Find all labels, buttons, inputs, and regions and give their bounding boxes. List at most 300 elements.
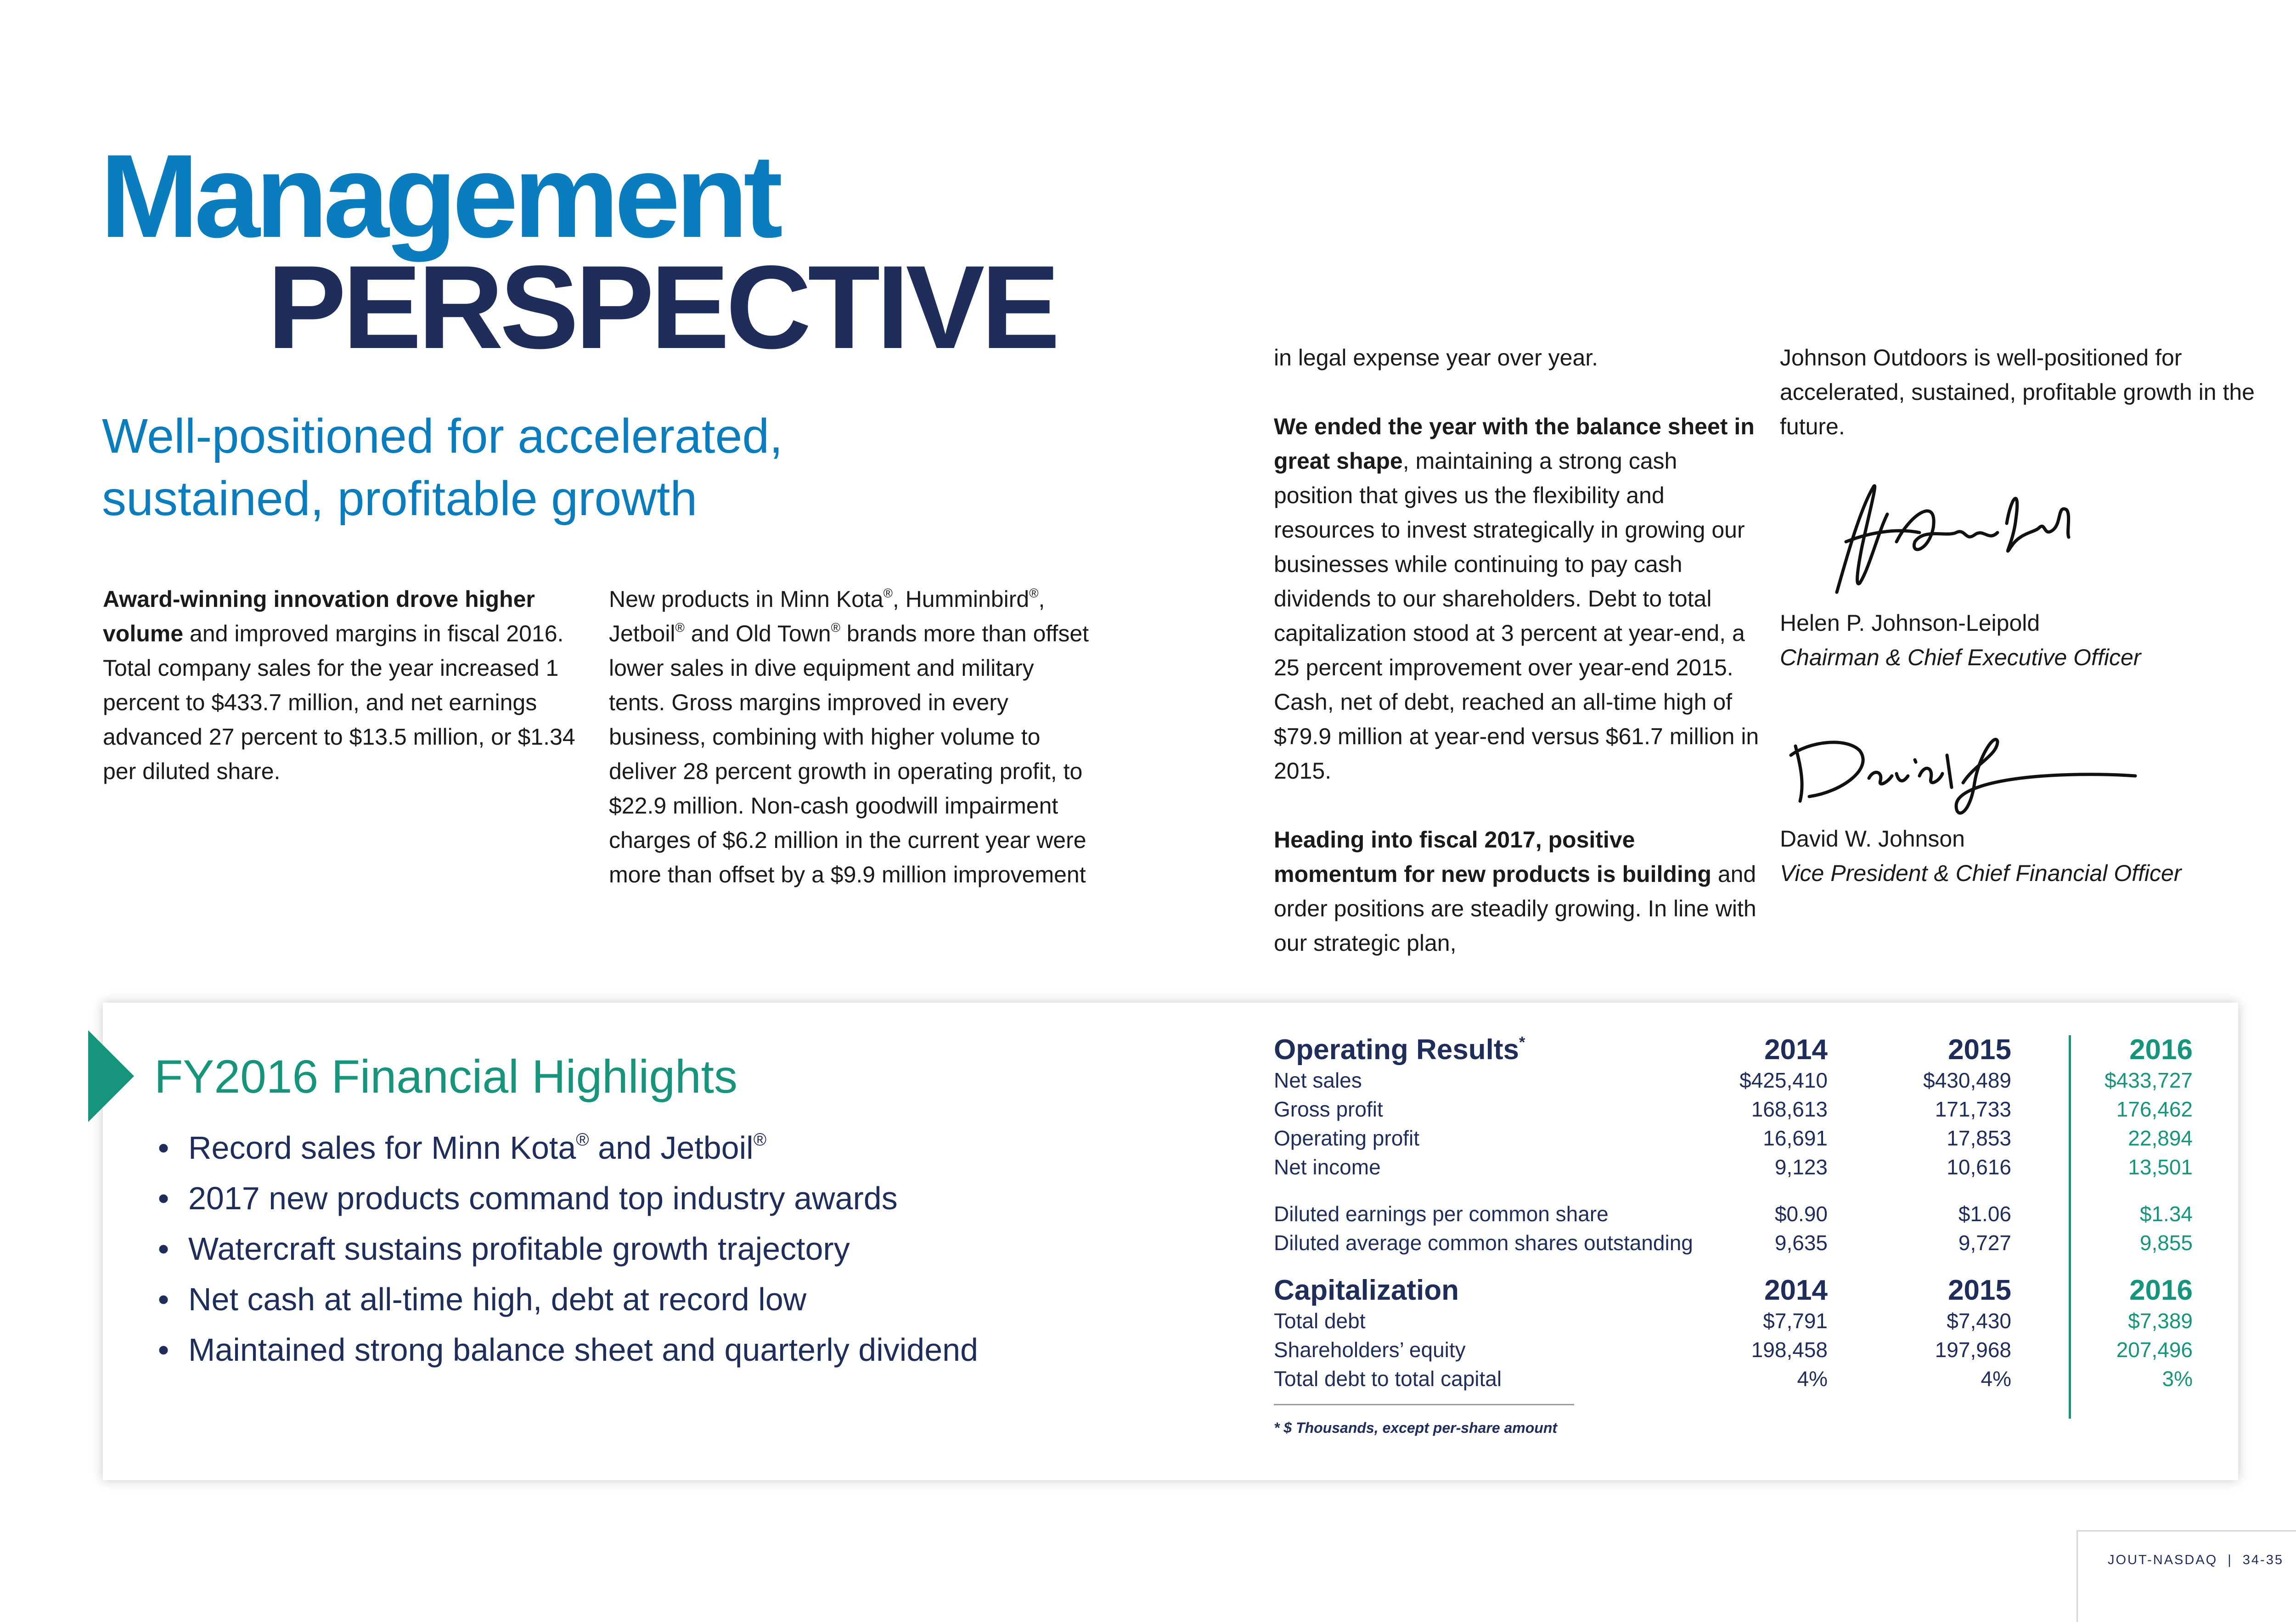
letter-p2-text: than	[982, 621, 1027, 646]
letter-p4-bold	[1397, 861, 1404, 887]
signatory-title: Vice President & Chief Financial Officer	[1780, 860, 2182, 886]
letter-p1-text	[343, 724, 349, 750]
letter-p3-text: shareholders.	[1442, 586, 1581, 612]
letter-p3-text: year-end	[1435, 724, 1525, 749]
letter-p1-text	[317, 724, 324, 750]
letter-p3-bold	[1476, 414, 1483, 439]
letter-p4-bold	[1590, 861, 1597, 887]
letter-p1-text	[344, 655, 350, 681]
letter-p2-text: Minn	[780, 586, 830, 612]
letter-p3-text: our	[1402, 586, 1436, 612]
letter-p3-text: improvement	[1389, 655, 1522, 680]
letter-p3-text: at	[1409, 724, 1429, 749]
letter-p3-text	[1705, 517, 1711, 543]
letter-p1-text: share.	[216, 758, 281, 784]
letter-p2-text: New	[609, 586, 655, 612]
letter-p3-text: versus	[1531, 724, 1599, 749]
letter-p3-bold: We	[1274, 414, 1308, 439]
letter-p3-bold	[1728, 414, 1734, 439]
letter-p2-text	[724, 655, 730, 681]
cell-value-current: 3%	[2162, 1367, 2193, 1391]
letter-p2-text: $22.9	[609, 793, 667, 819]
letter-p3-text: percent	[1520, 620, 1597, 646]
letter-p3-text: at	[1603, 620, 1622, 646]
row-label: Diluted average common shares outstanding	[1274, 1231, 1693, 1255]
letter-column-3	[1274, 341, 1761, 960]
letter-p2-text: offset	[1033, 621, 1089, 646]
letter-p3-text: strong	[1558, 448, 1622, 474]
letter-p1-text	[512, 724, 518, 750]
letter-p3-bold	[1330, 448, 1336, 474]
letter-p3-text	[1436, 586, 1442, 612]
letter-p2-text: in	[755, 586, 774, 612]
letter-p3-text	[1576, 689, 1583, 715]
letter-p1-text: percent	[241, 724, 318, 750]
letter-p2-text	[749, 586, 756, 612]
letter-p1-text	[433, 655, 440, 681]
letter-p2-text: of	[697, 827, 716, 853]
letter-p1-text: Total	[103, 655, 152, 681]
letter-p1-text: 27	[208, 724, 235, 750]
letter-p1-text	[234, 724, 241, 750]
row-label: Net sales	[1274, 1068, 1362, 1092]
letter-p2-text	[840, 621, 847, 646]
year-header: 2014	[1764, 1274, 1828, 1306]
bullet: •	[158, 1281, 169, 1317]
letter-p3-text	[1382, 655, 1389, 680]
row-label: Diluted earnings per common share	[1274, 1202, 1609, 1226]
cell-value: 4%	[1797, 1367, 1828, 1391]
letter-p4-bold	[1542, 827, 1548, 853]
letter-p3-text: over	[1528, 655, 1573, 680]
letter-p3-text	[1584, 551, 1591, 577]
letter-p1-text	[228, 621, 234, 646]
cell-value: 16,691	[1763, 1126, 1828, 1150]
letter-p1-text: per	[103, 758, 136, 784]
letter-p2-text	[729, 621, 736, 646]
cell-value-current: 176,462	[2116, 1097, 2193, 1121]
letter-p2-text: in	[1274, 345, 1292, 370]
letter-p3-text: million	[1338, 724, 1403, 749]
subtitle-line2: sustained, profitable growth	[102, 471, 698, 526]
operating-results-title-text: Operating Results	[1274, 1034, 1519, 1066]
letter-column-2-text	[609, 582, 1091, 892]
letter-p1-text: for	[317, 655, 344, 681]
letter-p4-text: with	[1715, 896, 1756, 921]
letter-p4-bold: new	[1441, 861, 1486, 887]
letter-p2-text: goodwill	[855, 793, 939, 819]
letter-p1-text	[210, 758, 217, 784]
letter-p4-bold	[1435, 861, 1441, 887]
highlight-item	[154, 1122, 978, 1173]
row-label: Gross profit	[1274, 1097, 1383, 1121]
letter-column-1-text	[103, 582, 585, 789]
letter-p2-text	[661, 862, 668, 887]
letter-paragraph	[1274, 823, 1761, 960]
letter-p3-text	[1627, 551, 1634, 577]
letter-p2-text	[864, 724, 871, 750]
letter-p2-text: lower	[609, 655, 664, 681]
letter-p3-bold: shape	[1336, 448, 1403, 474]
year-header: 2014	[1764, 1034, 1828, 1066]
page-title-line1: Management	[100, 129, 778, 262]
letter-p1-bold	[389, 586, 396, 612]
letter-p3-text	[1396, 586, 1403, 612]
letter-p4-bold	[1486, 861, 1492, 887]
letter-p3-text	[1597, 620, 1603, 646]
letter-p1-text: advanced	[103, 724, 203, 750]
registered-mark: ®	[576, 1130, 589, 1150]
letter-p2-text: operating	[897, 758, 993, 784]
letter-p3-text	[1300, 655, 1306, 680]
letter-p3-text: while	[1395, 551, 1448, 577]
page-footer	[2108, 1553, 2284, 1568]
cell-value: $7,791	[1763, 1309, 1828, 1333]
highlights-list	[154, 1122, 978, 1375]
letter-p1-text: $1.34	[518, 724, 575, 750]
letter-p2-text: volume	[940, 724, 1015, 750]
cell-value-current: $7,389	[2128, 1309, 2193, 1333]
letter-p4-text: order	[1274, 896, 1328, 921]
letter-p2-text: Humminbird	[905, 586, 1030, 612]
letter-p2-text: $9.9	[830, 862, 876, 887]
letter-p4-bold	[1616, 861, 1622, 887]
letter-p3-text: strategically	[1473, 517, 1594, 543]
letter-p2-text	[706, 724, 712, 750]
letter-p3-text: in	[1600, 517, 1619, 543]
cell-value-current: 9,855	[2139, 1231, 2193, 1255]
letter-p2-text: deliver	[609, 758, 677, 784]
letter-p1-bold: higher	[465, 586, 535, 612]
highlight-item	[154, 1325, 978, 1375]
letter-p3-text	[1514, 620, 1520, 646]
letter-p3-bold: ended	[1314, 414, 1382, 439]
year-header: 2015	[1948, 1274, 2011, 1306]
letter-p2-text	[709, 758, 715, 784]
letter-p1-text	[152, 655, 158, 681]
letter-p3-text	[1662, 586, 1668, 612]
highlight-text: Watercraft sustains profitable growth trajectory	[188, 1231, 850, 1267]
letter-p3-text: resources	[1274, 517, 1375, 543]
letter-p3-text: high	[1663, 689, 1707, 715]
letter-p2-text	[899, 586, 906, 612]
letter-p3-text: us	[1464, 483, 1489, 508]
letter-p2-text	[1015, 724, 1021, 750]
letter-p2-text: offset	[719, 862, 775, 887]
letter-p3-bold: sheet	[1667, 414, 1728, 439]
letter-p1-text	[360, 690, 366, 715]
letter-p2-text	[716, 827, 723, 853]
letter-p2-text: every	[952, 690, 1008, 715]
letter-column-1	[103, 582, 585, 789]
letter-p3-text	[1581, 586, 1588, 612]
letter-paragraph-continued	[1274, 341, 1761, 375]
letter-paragraph	[609, 582, 1091, 892]
letter-p1-text	[281, 690, 288, 715]
letter-p2-text: than	[667, 862, 713, 887]
signatory-title: Chairman & Chief Executive Officer	[1780, 645, 2141, 670]
letter-p4-text: are	[1430, 896, 1464, 921]
letter-p4-bold	[1478, 827, 1485, 853]
letter-p2-text	[979, 827, 985, 853]
letter-p3-text	[1447, 551, 1454, 577]
letter-p2-text: to	[1021, 724, 1041, 750]
letter-p3-text: total	[1668, 586, 1712, 612]
letter-p1-text: to	[186, 690, 205, 715]
letter-p2-text: Old	[736, 621, 771, 646]
cell-value-current: $1.34	[2139, 1202, 2193, 1226]
highlight-text: 2017 new products command top industry awards	[188, 1180, 898, 1216]
operating-results-title	[1274, 1033, 1525, 1066]
letter-p2-text: in	[928, 690, 946, 715]
letter-p3-text: 25	[1274, 655, 1300, 680]
letter-p2-text	[1057, 758, 1064, 784]
letter-p2-text: military	[961, 655, 1034, 681]
letter-p2-text: million.	[673, 793, 744, 819]
letter-p3-text	[1334, 689, 1340, 715]
letter-p2-text	[917, 621, 923, 646]
letter-p3-text: to	[1564, 551, 1584, 577]
letter-closing-paragraph: Johnson Outdoors is well-positioned for accelerated, sustained, profitable growth in the future.	[1780, 345, 2255, 439]
letter-p3-text: million	[1669, 724, 1735, 749]
letter-p1-text: earnings	[449, 690, 537, 715]
letter-p4-text	[1642, 896, 1648, 921]
letter-p2-text: profit,	[999, 758, 1057, 784]
letter-p2-text: Jetboil	[609, 621, 675, 646]
letter-p2-text: year	[1446, 345, 1491, 370]
page-footer-box	[2077, 1530, 2296, 1622]
letter-p2-text: tents.	[609, 690, 665, 715]
letter-p2-text	[1030, 827, 1036, 853]
letter-p1-text: percent	[103, 690, 180, 715]
letter-p2-text: ,	[1038, 586, 1045, 612]
letter-p2-text: dive	[754, 655, 797, 681]
letter-p2-text	[748, 655, 754, 681]
letter-p2-text	[1292, 345, 1298, 370]
letter-p3-text	[1636, 586, 1643, 612]
letter-p3-text	[1521, 655, 1528, 680]
letter-p4-text: steadily	[1470, 896, 1548, 921]
letter-p2-text	[875, 862, 882, 887]
letter-p3-bold: great	[1274, 448, 1330, 474]
letter-p4-bold: 2017,	[1484, 827, 1542, 853]
letter-p3-text	[1594, 517, 1601, 543]
signatory-name: David W. Johnson	[1780, 826, 1965, 852]
letter-p2-text	[934, 724, 941, 750]
footer-separator: |	[2228, 1553, 2233, 1567]
letter-p3-text	[1400, 517, 1407, 543]
letter-p4-text: plan,	[1407, 930, 1457, 956]
row-label: Shareholders’ equity	[1274, 1338, 1466, 1362]
letter-p3-text	[1706, 689, 1713, 715]
letter-p3-text	[1552, 448, 1559, 474]
letter-p3-text	[1371, 586, 1377, 612]
letter-p2-text	[901, 827, 908, 853]
letter-p2-text: margins	[739, 690, 821, 715]
letter-p3-text	[1734, 724, 1741, 749]
letter-p3-text	[1533, 448, 1539, 474]
letter-p3-text: pay	[1590, 551, 1628, 577]
letter-p2-text: to	[1063, 758, 1083, 784]
letter-p4-text	[1548, 896, 1555, 921]
letter-p1-text	[404, 690, 411, 715]
letter-p3-text: growing	[1625, 517, 1705, 543]
letter-p1-bold: innovation	[273, 586, 390, 612]
letter-p2-text	[797, 655, 803, 681]
letter-p2-text	[838, 827, 845, 853]
current-year-divider	[2069, 1035, 2071, 1419]
letter-p3-text	[1375, 517, 1381, 543]
letter-p3-text	[1618, 517, 1625, 543]
letter-p2-text: higher	[870, 724, 934, 750]
letter-p2-text	[655, 586, 661, 612]
letter-p3-text	[1525, 724, 1532, 749]
letter-p2-text: were	[1036, 827, 1086, 853]
letter-p2-text: in	[730, 655, 748, 681]
letter-p2-text: Non-cash	[750, 793, 849, 819]
letter-p1-text: million,	[413, 724, 485, 750]
letter-p2-text	[774, 862, 781, 887]
letter-p2-text	[817, 724, 823, 750]
letter-p3-text: a	[1539, 448, 1552, 474]
row-label: Operating profit	[1274, 1126, 1420, 1150]
cell-value: $0.90	[1774, 1202, 1828, 1226]
row-label: Net income	[1274, 1155, 1381, 1179]
letter-p1-bold	[458, 586, 465, 612]
bullet: •	[158, 1231, 169, 1267]
letter-p4-bold	[1413, 827, 1419, 853]
letter-p2-text	[665, 690, 671, 715]
letter-p1-text	[443, 690, 449, 715]
letter-p4-text: and	[1717, 861, 1756, 887]
cell-value: 168,613	[1751, 1097, 1828, 1121]
letter-p4-bold	[1364, 827, 1371, 853]
letter-p4-text: line	[1673, 896, 1709, 921]
letter-p2-text: ,	[892, 586, 899, 612]
letter-p2-text: legal	[1298, 345, 1347, 370]
letter-p1-text: company	[158, 655, 251, 681]
letter-p4-bold: positive	[1548, 827, 1635, 853]
letter-p2-text: equipment	[803, 655, 910, 681]
letter-p1-bold	[267, 586, 273, 612]
highlight-text: Net cash at all-time high, debt at record low	[188, 1281, 807, 1317]
letter-p3-text: of	[1713, 689, 1733, 715]
letter-p1-text: fiscal	[447, 621, 500, 646]
letter-p1-bold: drove	[395, 586, 459, 612]
letter-p4-text: strategic	[1313, 930, 1401, 956]
letter-p4-text	[1307, 930, 1313, 956]
ticker: JOUT-NASDAQ	[2108, 1553, 2218, 1567]
bullet: •	[158, 1180, 169, 1216]
letter-p2-text	[744, 793, 751, 819]
letter-p3-text: Cash,	[1274, 689, 1334, 715]
capitalization-title: Capitalization	[1274, 1274, 1459, 1306]
letter-p3-bold	[1308, 414, 1314, 439]
letter-column-3-text	[1274, 341, 1761, 960]
letter-p1-text: 1	[546, 655, 559, 681]
letter-p3-text	[1559, 551, 1565, 577]
letter-p1-text	[441, 621, 448, 646]
letter-p3-text	[1467, 517, 1473, 543]
letter-p3-text: 2015.	[1676, 655, 1733, 680]
highlight-text: and Jetboil	[589, 1130, 754, 1166]
letter-p4-bold: is	[1596, 861, 1616, 887]
year-header-current: 2016	[2129, 1274, 2193, 1306]
cell-value: $430,489	[1923, 1068, 2011, 1092]
letter-paragraph	[1274, 410, 1761, 788]
letter-p4-text	[1709, 896, 1716, 921]
letter-p3-text	[1663, 724, 1670, 749]
cell-value: 9,727	[1958, 1231, 2011, 1255]
footnote-rule	[1274, 1404, 1574, 1405]
letter-p2-text	[824, 862, 831, 887]
letter-p3-bold: with	[1482, 414, 1529, 439]
letter-p2-text	[891, 758, 897, 784]
letter-p1-text: and	[189, 621, 228, 646]
letter-p3-text	[1398, 689, 1404, 715]
letter-p3-bold	[1423, 414, 1429, 439]
cell-value: 4%	[1981, 1367, 2011, 1391]
letter-p3-text: and	[1626, 483, 1665, 508]
letter-p2-text: expense	[1353, 345, 1440, 370]
letter-p1-text: in	[423, 621, 441, 646]
letter-p3-bold	[1570, 414, 1576, 439]
letter-p3-text: gives	[1404, 483, 1458, 508]
letter-p1-text	[383, 655, 389, 681]
footnote-marker: *	[1519, 1033, 1525, 1051]
letter-p1-text	[180, 690, 186, 715]
letter-p3-bold: the	[1535, 414, 1570, 439]
letter-p3-text	[1620, 483, 1626, 508]
cell-value: 10,616	[1947, 1155, 2011, 1179]
letter-column-4	[1780, 341, 2267, 444]
letter-p3-text: a	[1732, 620, 1745, 646]
letter-p1-text: and	[366, 690, 405, 715]
cell-value: 9,635	[1774, 1231, 1828, 1255]
letter-p2-text: Town	[777, 621, 831, 646]
letter-p4-text	[1400, 930, 1407, 956]
letter-p2-text	[938, 793, 945, 819]
letter-p1-text: million,	[288, 690, 360, 715]
letter-p2-text: a	[811, 862, 824, 887]
letter-p2-text: Gross	[671, 690, 733, 715]
cell-value: 17,853	[1947, 1126, 2011, 1150]
letter-p2-text	[849, 793, 855, 819]
letter-column-2	[609, 582, 1091, 892]
letter-p3-text: $79.9	[1274, 724, 1332, 749]
letter-p4-text	[1667, 896, 1673, 921]
letter-p3-text: ,	[1402, 448, 1409, 474]
letter-p2-text: in	[873, 758, 891, 784]
letter-p2-text: by	[781, 862, 805, 887]
letter-p3-bold: in	[1734, 414, 1755, 439]
letter-p3-text	[1353, 483, 1359, 508]
signatory-2	[1780, 822, 2285, 891]
letter-p1-bold: volume	[103, 621, 184, 646]
letter-p3-text	[1488, 483, 1495, 508]
letter-p1-text: 2016.	[506, 621, 564, 646]
letter-p1-text	[417, 621, 423, 646]
letter-p3-text	[1622, 448, 1629, 474]
letter-p2-text: $6.2	[722, 827, 767, 853]
letter-p3-bold	[1529, 414, 1535, 439]
highlights-title: FY2016 Financial Highlights	[154, 1050, 738, 1103]
letter-p2-text: over	[1497, 345, 1542, 370]
letter-p1-text	[203, 724, 209, 750]
letter-p3-text	[1469, 620, 1475, 646]
letter-p3-text	[1599, 724, 1606, 749]
letter-p3-text: percent	[1306, 655, 1383, 680]
